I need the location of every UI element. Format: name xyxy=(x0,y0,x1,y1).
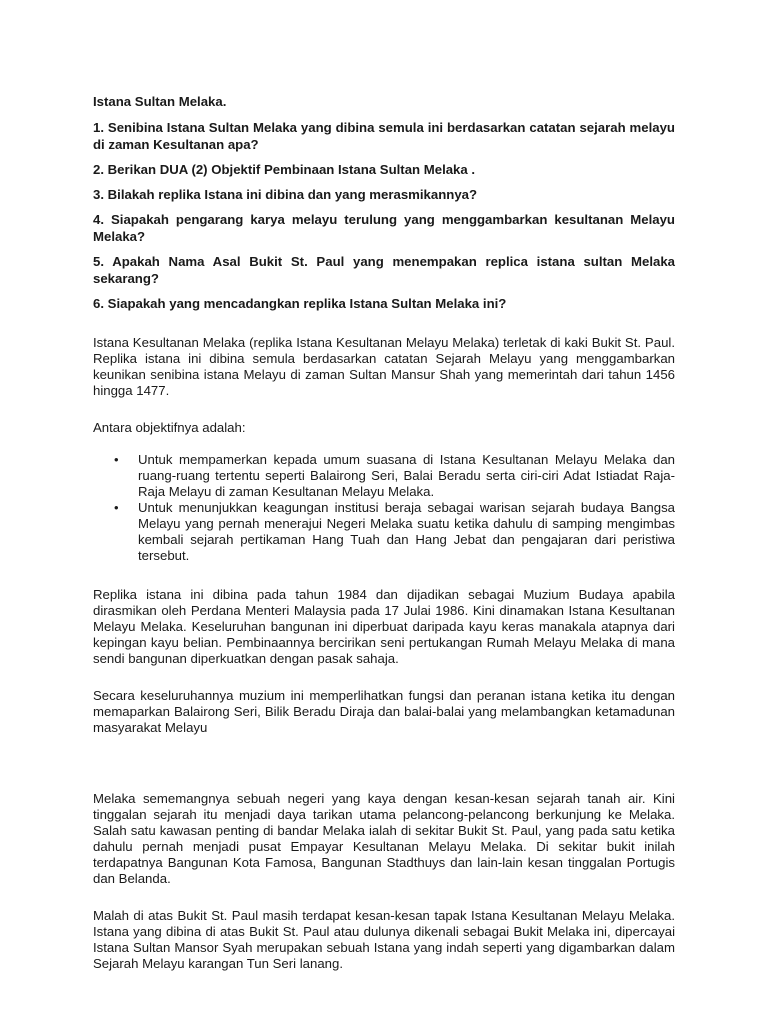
question-5: 5. Apakah Nama Asal Bukit St. Paul yang menempakan replica istana sultan Melaka sekarang? xyxy=(93,254,675,286)
question-4: 4. Siapakah pengarang karya melayu terulung yang menggambarkan kesultanan Melayu Melaka? xyxy=(93,212,675,244)
bullet-icon: • xyxy=(114,452,119,467)
list-item xyxy=(114,500,675,564)
objective-text: Untuk mempamerkan kepada umum suasana di Istana Kesultanan Melayu Melaka dan ruang-ruang tertentu seperti Balairong Seri, Balai Beradu serta ciri-ciri Adat Istiadat Raja-Raja Melayu di zaman Kesultanan Melayu Melaka. xyxy=(138,452,675,499)
paragraph-secara: Secara keseluruhannya muzium ini memperlihatkan fungsi dan peranan istana ketika itu dengan memaparkan Balairong Seri, Bilik Beradu Diraja dan balai-balai yang melambangkan ketamadunan masyarakat Melayu xyxy=(93,688,675,735)
question-list xyxy=(93,119,675,312)
paragraph-replika: Replika istana ini dibina pada tahun 1984 dan dijadikan sebagai Muzium Budaya apabila dirasmikan oleh Perdana Menteri Malaysia pada 17 Julai 1986. Kini dinamakan Istana Kesultanan Melayu Melaka. Keseluruhan bangunan ini diperbuat daripada kayu keras manakala atapnya dari kepingan kayu belian. Pembinaannya bercirikan seni pertukangan Rumah Melayu Melaka di mana sendi bangunan diperkuatkan dengan pasak sahaja. xyxy=(93,587,675,666)
objective-text: Untuk menunjukkan keagungan institusi beraja sebagai warisan sejarah budaya Bangsa Melayu yang pernah menerajui Negeri Melaka suatu ketika dahulu di samping mengimbas kembali sejarah pertikaman Hang Tuah dan Hang Jebat dan pengajaran dari peristiwa tersebut. xyxy=(138,500,675,563)
bullet-icon: • xyxy=(114,500,119,515)
question-6: 6. Siapakah yang mencadangkan replika Istana Sultan Melaka ini? xyxy=(93,296,507,311)
question-2: 2. Berikan DUA (2) Objektif Pembinaan Istana Sultan Melaka . xyxy=(93,162,476,177)
objectives-list xyxy=(93,452,675,564)
question-1: 1. Senibina Istana Sultan Melaka yang dibina semula ini berdasarkan catatan sejarah melayu di zaman Kesultanan apa? xyxy=(93,120,675,152)
intro-paragraph: Istana Kesultanan Melaka (replika Istana Kesultanan Melayu Melaka) terletak di kaki Bukit St. Paul. Replika istana ini dibina semula berdasarkan catatan Sejarah Melayu yang menggambarkan keunikan senibina istana Melayu di zaman Sultan Mansur Shah yang memerintah dari tahun 1456 hingga 1477. xyxy=(93,335,675,398)
question-3: 3. Bilakah replika Istana ini dibina dan yang merasmikannya? xyxy=(93,187,478,202)
document-page xyxy=(93,93,675,972)
paragraph-malah: Malah di atas Bukit St. Paul masih terdapat kesan-kesan tapak Istana Kesultanan Melayu Melaka. Istana yang dibina di atas Bukit St. Paul atau dulunya dikenali sebagai Bukit Melaka ini, dipercayai Istana Sultan Mansor Syah merupakan sebuah Istana yang indah seperti yang digambarkan dalam Sejarah Melayu karangan Tun Seri lanang. xyxy=(93,908,675,971)
document-title: Istana Sultan Melaka. xyxy=(93,94,227,109)
list-item xyxy=(114,452,675,500)
paragraph-melaka: Melaka sememangnya sebuah negeri yang kaya dengan kesan-kesan sejarah tanah air. Kini tinggalan sejarah itu menjadi daya tarikan utama pelancong-pelancong berkunjung ke Melaka. Salah satu kawasan penting di bandar Melaka ialah di sekitar Bukit St. Paul, yang pada satu ketika dahulu pernah menjadi pusat Empayar Kesultanan Melayu Melaka. Di sekitar bukit inilah terdapatnya Bangunan Kota Famosa, Bangunan Stadthuys dan lain-lain kesan tinggalan Portugis dan Belanda. xyxy=(93,791,675,886)
objectives-lead: Antara objektifnya adalah: xyxy=(93,420,246,435)
